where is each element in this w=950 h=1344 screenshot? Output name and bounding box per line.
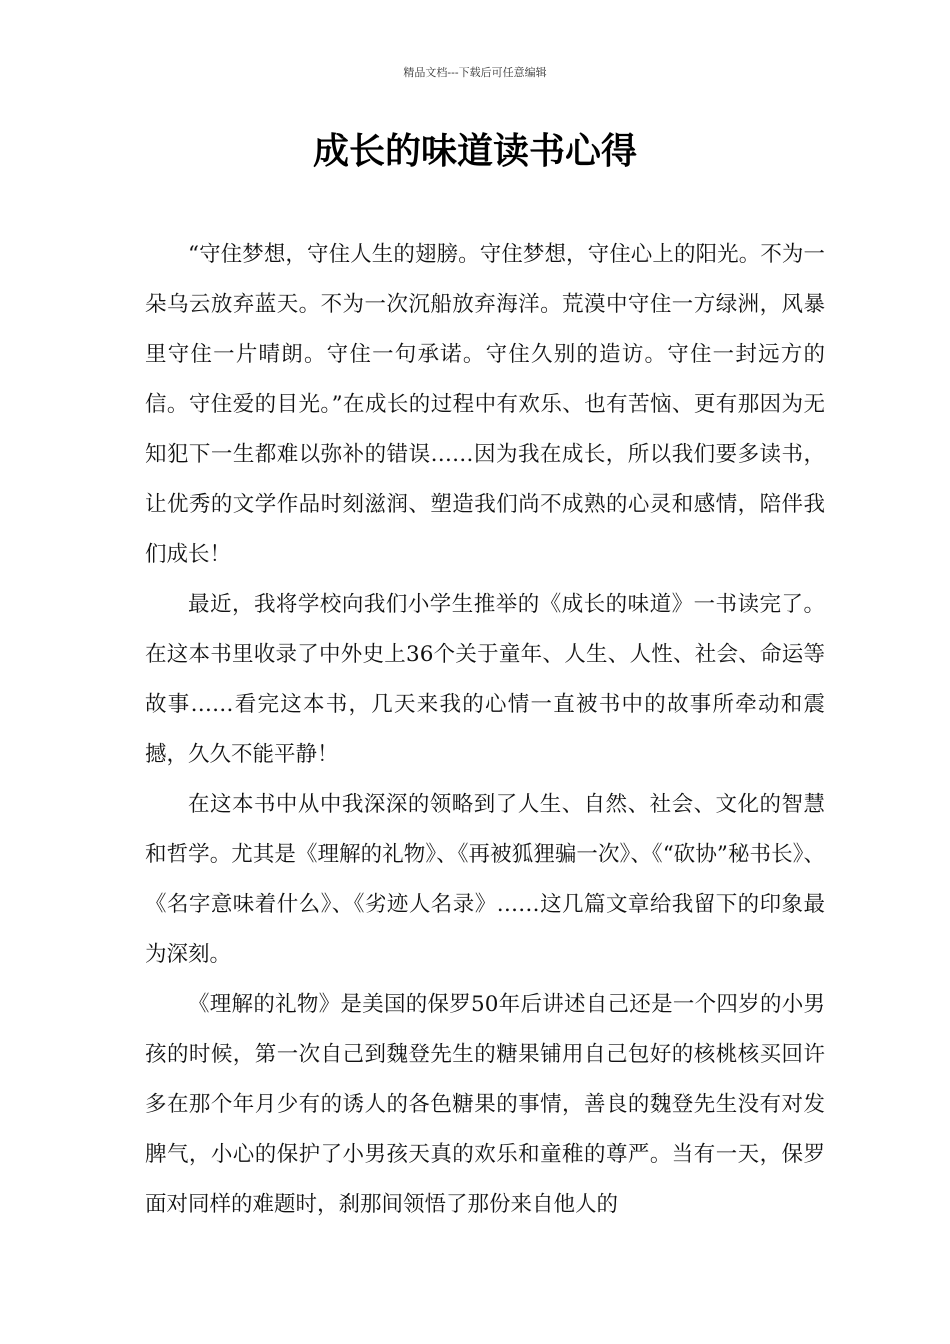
paragraph: 在这本书中从中我深深的领略到了人生、自然、社会、文化的智慧和哲学。尤其是《理解的礼物》、《再被狐狸骗一次》、《“砍协”秘书长》、《名字意味着什么》、《劣迹人名录》……这几篇文章给我留下的印象最为深刻。 — [145, 792, 825, 967]
document-body — [145, 230, 825, 1230]
paragraph: 最近，我将学校向我们小学生推举的《成长的味道》一书读完了。在这本书里收录了中外史上36个关于童年、人生、人性、社会、命运等故事……看完这本书，几天来我的心情一直被书中的故事所牵动和震撼，久久不能平静！ — [145, 592, 825, 767]
document-title: 成长的味道读书心得 — [312, 131, 637, 172]
paragraph: “守住梦想，守住人生的翅膀。守住梦想，守住心上的阳光。不为一朵乌云放弃蓝天。不为一次沉船放弃海洋。荒漠中守住一方绿洲，风暴里守住一片晴朗。守住一句承诺。守住久别的造访。守住一封远方的信。守住爱的目光。”在成长的过程中有欢乐、也有苦恼、更有那因为无知犯下一生都难以弥补的错误……因为我在成长，所以我们要多读书，让优秀的文学作品时刻滋润、塑造我们尚不成熟的心灵和感情，陪伴我们成长！ — [145, 242, 825, 567]
paragraph: 《理解的礼物》是美国的保罗50年后讲述自己还是一个四岁的小男孩的时候，第一次自己到魏登先生的糖果铺用自己包好的核桃核买回许多在那个年月少有的诱人的各色糖果的事情，善良的魏登先生没有对发脾气，小心的保护了小男孩天真的欢乐和童稚的尊严。当有一天，保罗面对同样的难题时，刹那间领悟了那份来自他人的 — [145, 992, 825, 1217]
page-header-note: 精品文档---下载后可任意编辑 — [403, 66, 547, 79]
